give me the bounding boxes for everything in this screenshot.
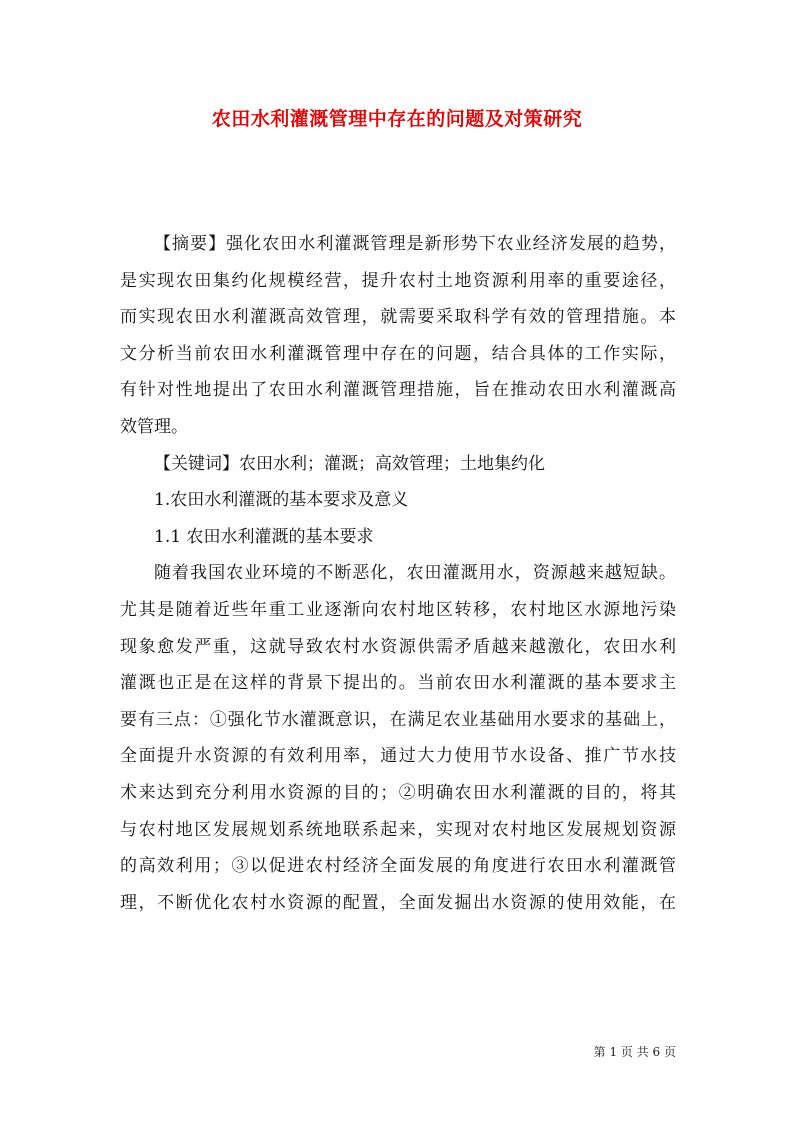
section-heading: 1.农田水利灌溉的基本要求及意义: [154, 490, 409, 511]
document-body: [120, 226, 676, 921]
text-line: 现象愈发严重，这就导致农村水资源供需矛盾越来越激化，农田水利: [120, 636, 676, 657]
text-line: 随着我国农业环境的不断恶化，农田灌溉用水，资源越来越短缺。: [154, 563, 676, 584]
text-line: 【摘要】强化农田水利灌溉管理是新形势下农业经济发展的趋势，: [154, 234, 676, 254]
text-line: 的高效利用；③以促进农村经济全面发展的角度进行农田水利灌溉管: [120, 856, 676, 877]
text-line: 效管理。: [120, 416, 188, 437]
text-line: 而实现农田水利灌溉高效管理，就需要采取科学有效的管理措施。本: [120, 307, 676, 328]
text-line: 有针对性地提出了农田水利灌溉管理措施，旨在推动农田水利灌溉高: [120, 380, 676, 401]
text-line: 文分析当前农田水利灌溉管理中存在的问题，结合具体的工作实际，: [120, 343, 676, 364]
text-line: 是实现农田集约化规模经营，提升农村土地资源利用率的重要途径，: [120, 270, 676, 291]
document-title: 农田水利灌溉管理中存在的问题及对策研究: [211, 108, 583, 130]
text-line: 尤其是随着近些年重工业逐渐向农村地区转移，农村地区水源地污染: [120, 599, 676, 620]
subsection-heading: 1.1 农田水利灌溉的基本要求: [154, 526, 374, 547]
abstract-paragraph: [120, 226, 676, 446]
text-line: 全面提升水资源的有效利用率，通过大力使用节水设备、推广节水技: [120, 746, 676, 767]
page-footer: 第 1 页 共 6 页: [593, 1045, 676, 1059]
text-line: 要有三点：①强化节水灌溉意识，在满足农业基础用水要求的基础上，: [120, 709, 676, 730]
text-line: 灌溉也正是在这样的背景下提出的。当前农田水利灌溉的基本要求主: [120, 673, 676, 694]
text-line: 与农村地区发展规划系统地联系起来，实现对农村地区发展规划资源: [120, 819, 676, 840]
text-line: 理，不断优化农村水资源的配置，全面发掘出水资源的使用效能，在: [120, 892, 676, 913]
body-paragraph: [120, 555, 676, 921]
text-line: 术来达到充分利用水资源的目的；②明确农田水利灌溉的目的，将其: [120, 782, 676, 803]
keywords-line: 【关键词】农田水利；灌溉；高效管理；土地集约化: [154, 453, 545, 474]
